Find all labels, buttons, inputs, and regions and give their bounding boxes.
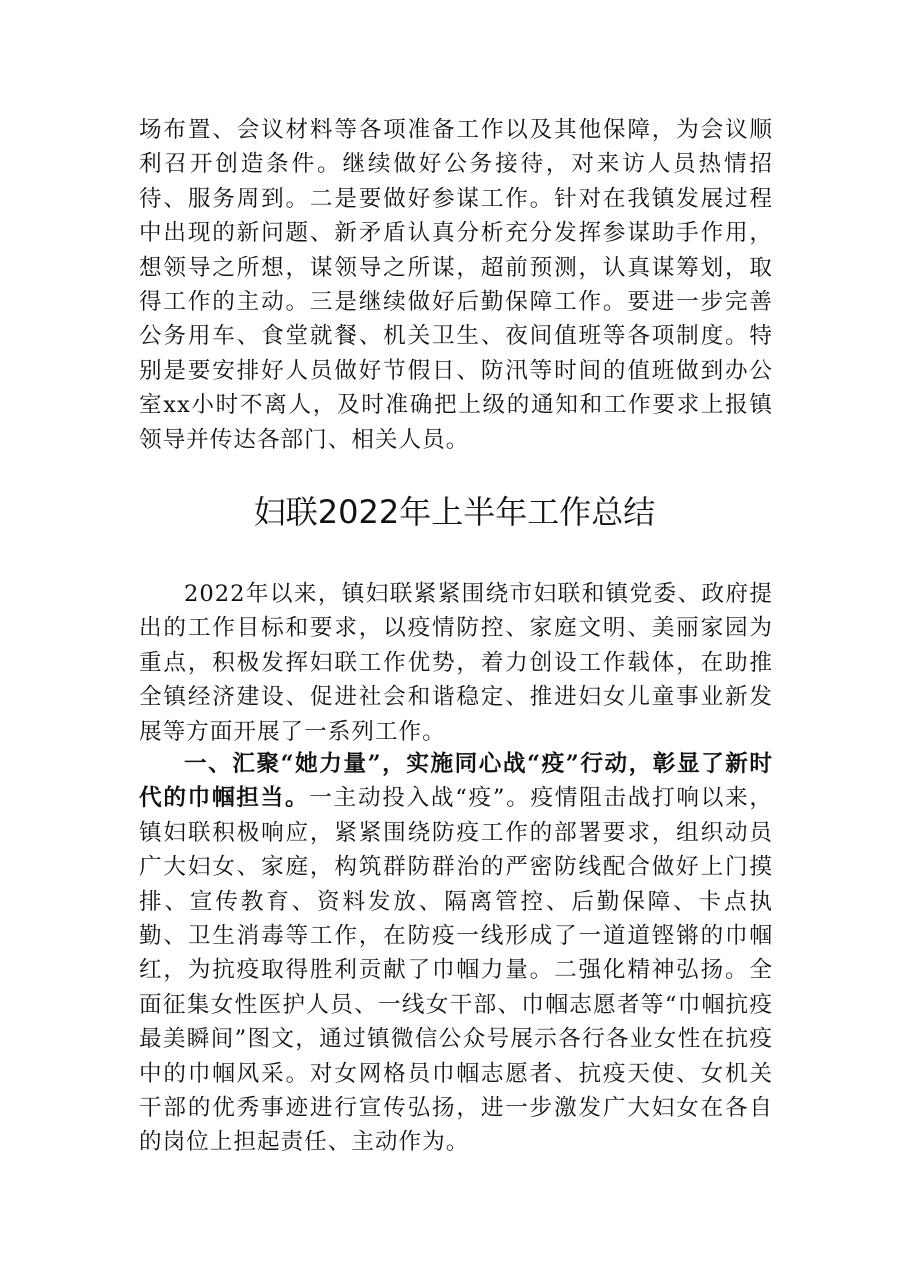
document-title: 妇联2022年上半年工作总结 <box>253 493 656 531</box>
intro-paragraph: 2022年以来，镇妇联紧紧围绕市妇联和镇党委、政府提出的工作目标和要求，以疫情防控、家庭文明、美丽家园为重点，积极发挥妇联工作优势，着力创设工作载体，在助推全镇经济建设、促进社会和谐稳定、推进妇女儿童事业新发展等方面开展了一系列工作。 <box>139 581 773 745</box>
continued-paragraph: 场布置、会议材料等各项准备工作以及其他保障，为会议顺利召开创造条件。继续做好公务接待，对来访人员热情招待、服务周到。二是要做好参谋工作。针对在我镇发展过程中出现的新问题、新矛盾认真分析充分发挥参谋助手作用，想领导之所想，谋领导之所谋，超前预测，认真谋筹划，取得工作的主动。三是继续做好后勤保障工作。要进一步完善公务用车、食堂就餐、机关卫生、夜间值班等各项制度。特别是要安排好人员做好节假日、防汛等时间的值班做到办公室xx小时不离人，及时准确把上级的通知和工作要求上报镇领导并传达各部门、相关人员。 <box>139 117 773 453</box>
section-1-heading: 一、汇聚“她力量”，实施同心战“疫”行动，彰显了新时代的巾帼担当。 <box>139 751 773 812</box>
section-1-body: 一主动投入战“疫”。疫情阻击战打响以来，镇妇联积极响应，紧紧围绕防疫工作的部署要求，组织动员广大妇女、家庭，构筑群防群治的严密防线配合做好上门摸排、宣传教育、资料发放、隔离管控、后勤保障、卡点执勤、卫生消毒等工作，在防疫一线形成了一道道铿锵的巾帼红，为抗疫取得胜利贡献了巾帼力量。二强化精神弘扬。全面征集女性医护人员、一线女干部、巾帼志愿者等“巾帼抗疫最美瞬间”图文，通过镇微信公众号展示各行各业女性在抗疫中的巾帼风采。对女网格员巾帼志愿者、抗疫天使、女机关干部的优秀事迹进行宣传弘扬，进一步激发广大妇女在各自的岗位上担起责任、主动作为。 <box>139 785 774 1156</box>
section-1-paragraph <box>139 747 773 1160</box>
